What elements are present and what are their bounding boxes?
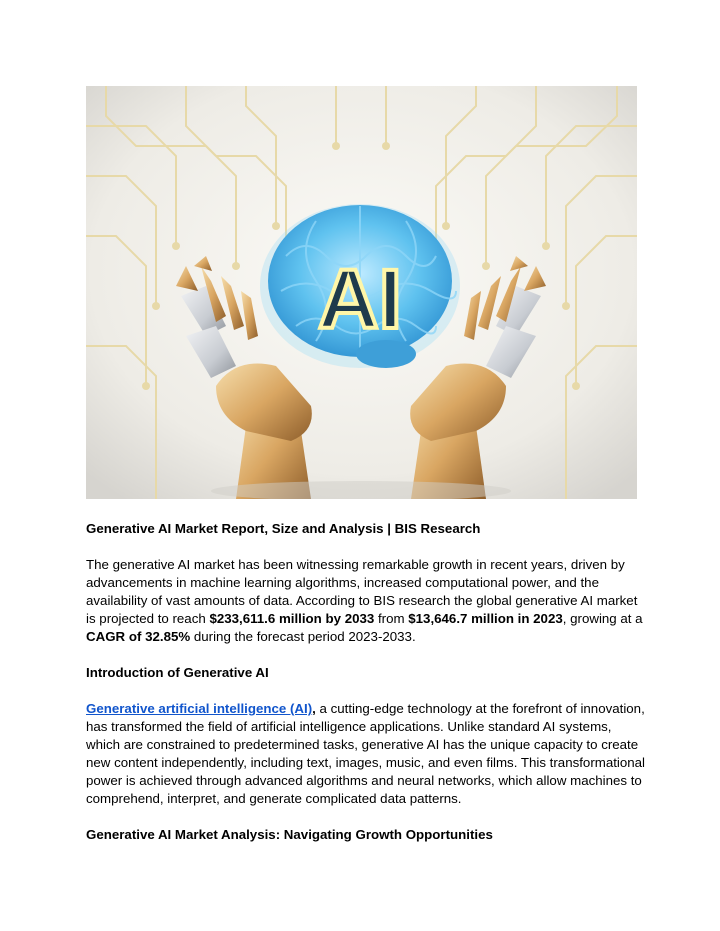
article-body (86, 520, 646, 862)
link-comma: , (312, 701, 316, 716)
section-heading-introduction: Introduction of Generative AI (86, 665, 269, 680)
introduction-text: a cutting-edge technology at the forefront of innovation, has transformed the field of artificial intelligence applications. Unlike standard AI systems, which are constrained to predetermined tasks, generative AI has the unique capacity to create new content independently, including text, images, music, and even films. This transformational power is achieved through advanced algorithms and neural networks, which allow machines to comprehend, interpret, and generate complicated data patterns. (86, 701, 646, 806)
intro-text-1: The generative AI market has been witnessing remarkable growth in recent years, driven by advancements in machine learning algorithms, increased computational power, and the availability of vast amounts of data. According to BIS research the global generative AI market is projected to reach (86, 557, 638, 626)
introduction-paragraph (86, 700, 646, 808)
hero-image (86, 86, 637, 499)
article-title: Generative AI Market Report, Size and Analysis | BIS Research (86, 521, 481, 536)
market-size-2023: $13,646.7 million in 2023 (408, 611, 563, 626)
intro-text-4: during the forecast period 2023-2033. (190, 629, 416, 644)
intro-paragraph (86, 556, 646, 646)
ai-logo-text: AI (318, 252, 402, 346)
ai-brain-robot-hands-illustration (86, 86, 637, 499)
intro-text-2: from (374, 611, 409, 626)
cagr-value: CAGR of 32.85% (86, 629, 191, 644)
intro-text-3: , growing at a (562, 611, 643, 626)
market-size-2033: $233,611.6 million by 2033 (209, 611, 375, 626)
generative-ai-link[interactable]: Generative artificial intelligence (AI) (86, 701, 313, 716)
section-heading-market-analysis: Generative AI Market Analysis: Navigating Growth Opportunities (86, 827, 493, 842)
